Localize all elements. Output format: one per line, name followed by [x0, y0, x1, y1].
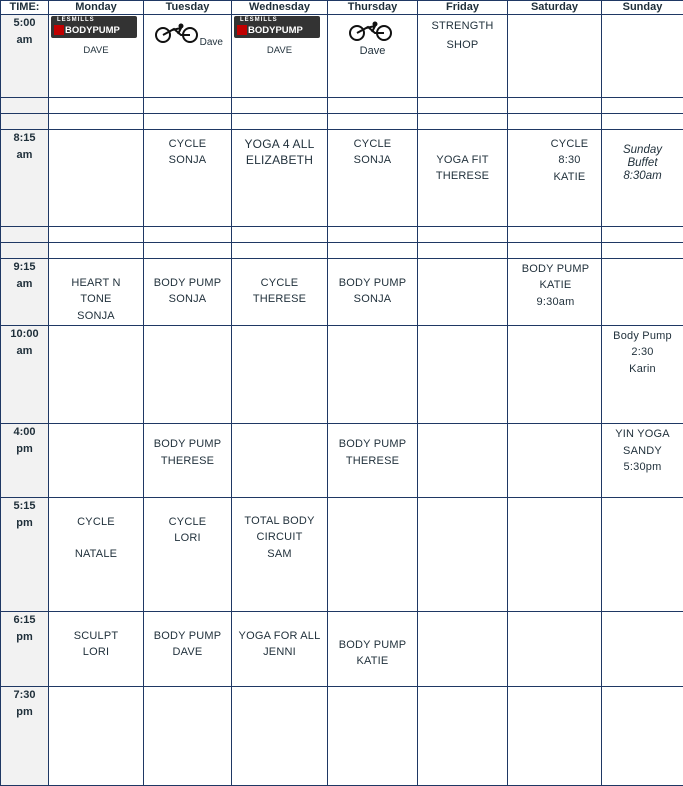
- slot-row-1000am: [1, 325, 683, 424]
- class-cell-fri-1000: [418, 325, 508, 424]
- class-cell-wed-515: TOTAL BODY CIRCUIT SAM: [232, 497, 328, 611]
- class-cell-tue-815: CYCLE SONJA: [144, 129, 232, 226]
- slot-row-815am: [1, 129, 683, 226]
- time-cell: 5:00 am: [1, 15, 49, 98]
- class-cell-tue-500: [144, 15, 232, 98]
- slot-row-515pm: [1, 497, 683, 611]
- class-cell-sat-1000: [508, 325, 602, 424]
- day-header-tuesday: Tuesday: [144, 1, 232, 15]
- class-cell-sun-515: [602, 497, 683, 611]
- class-cell-thu-515: [328, 497, 418, 611]
- class-cell-mon-400: [49, 424, 144, 498]
- day-header-wednesday: Wednesday: [232, 1, 328, 15]
- instructor-name: Dave: [359, 45, 386, 58]
- header-row: [1, 1, 683, 15]
- spacer-row: [1, 226, 683, 242]
- class-cell-sat-815: CYCLE 8:30 KATIE: [508, 129, 602, 226]
- class-cell-mon-515: CYCLE NATALE: [49, 497, 144, 611]
- class-cell-thu-615: BODY PUMP KATIE: [328, 611, 418, 687]
- class-cell-sun-400: YIN YOGA SANDY 5:30pm: [602, 424, 683, 498]
- class-cell-tue-915: BODY PUMP SONJA: [144, 258, 232, 325]
- class-cell-mon-815: [49, 129, 144, 226]
- class-cell-thu-400: BODY PUMP THERESE: [328, 424, 418, 498]
- class-cell-mon-615: SCULPT LORI: [49, 611, 144, 687]
- class-cell-wed-1000: [232, 325, 328, 424]
- class-cell-wed-915: CYCLE THERESE: [232, 258, 328, 325]
- class-cell-fri-400: [418, 424, 508, 498]
- spacer-row: [1, 97, 683, 113]
- time-cell: 7:30 pm: [1, 687, 49, 786]
- day-header-saturday: Saturday: [508, 1, 602, 15]
- time-cell: 8:15 am: [1, 129, 49, 226]
- class-cell-fri-915: [418, 258, 508, 325]
- class-cell-fri-515: [418, 497, 508, 611]
- bicycle-rider-icon: [348, 21, 394, 41]
- slot-row-615pm: [1, 611, 683, 687]
- class-cell-fri-615: [418, 611, 508, 687]
- class-cell-mon-1000: [49, 325, 144, 424]
- class-cell-thu-915: BODY PUMP SONJA: [328, 258, 418, 325]
- day-header-sunday: Sunday: [602, 1, 683, 15]
- class-cell-sun-730: [602, 687, 683, 786]
- class-cell-wed-400: [232, 424, 328, 498]
- time-header: TIME:: [1, 1, 49, 15]
- class-cell-mon-730: [49, 687, 144, 786]
- class-cell-sun-500: [602, 15, 683, 98]
- instructor-name: Dave: [199, 37, 223, 49]
- class-cell-wed-815: YOGA 4 ALL ELIZABETH: [232, 129, 328, 226]
- time-cell: 6:15 pm: [1, 611, 49, 687]
- bodypump-logo: LESMILLS BODYPUMP: [234, 16, 320, 38]
- class-cell-fri-500: STRENGTH SHOP: [418, 15, 508, 98]
- class-cell-wed-730: [232, 687, 328, 786]
- time-cell: 5:15 pm: [1, 497, 49, 611]
- class-cell-tue-515: CYCLE LORI: [144, 497, 232, 611]
- time-cell: 4:00 pm: [1, 424, 49, 498]
- slot-row-915am: [1, 258, 683, 325]
- slot-row-730pm: [1, 687, 683, 786]
- spacer-row: [1, 113, 683, 129]
- class-cell-fri-730: [418, 687, 508, 786]
- class-cell-sat-915: BODY PUMP KATIE 9:30am: [508, 258, 602, 325]
- class-cell-wed-615: YOGA FOR ALL JENNI: [232, 611, 328, 687]
- class-cell-sun-915: [602, 258, 683, 325]
- bodypump-logo: LESMILLS BODYPUMP: [51, 16, 137, 38]
- class-cell-sat-730: [508, 687, 602, 786]
- instructor-name: DAVE: [266, 45, 293, 57]
- class-cell-sat-500: [508, 15, 602, 98]
- class-cell-sat-615: [508, 611, 602, 687]
- slot-row-400pm: [1, 424, 683, 498]
- day-header-thursday: Thursday: [328, 1, 418, 15]
- class-cell-fri-815: YOGA FIT THERESE: [418, 129, 508, 226]
- class-cell-wed-500: [232, 15, 328, 98]
- bicycle-rider-icon: [154, 23, 200, 43]
- day-header-friday: Friday: [418, 1, 508, 15]
- class-cell-mon-915: HEART N TONE SONJA: [49, 258, 144, 325]
- day-header-monday: Monday: [49, 1, 144, 15]
- class-cell-mon-500: [49, 15, 144, 98]
- class-cell-sun-815: Sunday Buffet 8:30am: [602, 129, 683, 226]
- time-cell: 10:00 am: [1, 325, 49, 424]
- instructor-name: DAVE: [83, 45, 109, 57]
- class-cell-tue-730: [144, 687, 232, 786]
- class-cell-sat-515: [508, 497, 602, 611]
- slot-row-500am: [1, 15, 683, 98]
- class-cell-thu-1000: [328, 325, 418, 424]
- class-cell-sun-615: [602, 611, 683, 687]
- class-cell-thu-500: [328, 15, 418, 98]
- spacer-row: [1, 242, 683, 258]
- class-cell-sat-400: [508, 424, 602, 498]
- class-cell-thu-815: CYCLE SONJA: [328, 129, 418, 226]
- class-cell-tue-615: BODY PUMP DAVE: [144, 611, 232, 687]
- class-cell-sun-1000: Body Pump 2:30 Karin: [602, 325, 683, 424]
- class-cell-tue-1000: [144, 325, 232, 424]
- class-cell-tue-400: BODY PUMP THERESE: [144, 424, 232, 498]
- time-cell: 9:15 am: [1, 258, 49, 325]
- class-cell-thu-730: [328, 687, 418, 786]
